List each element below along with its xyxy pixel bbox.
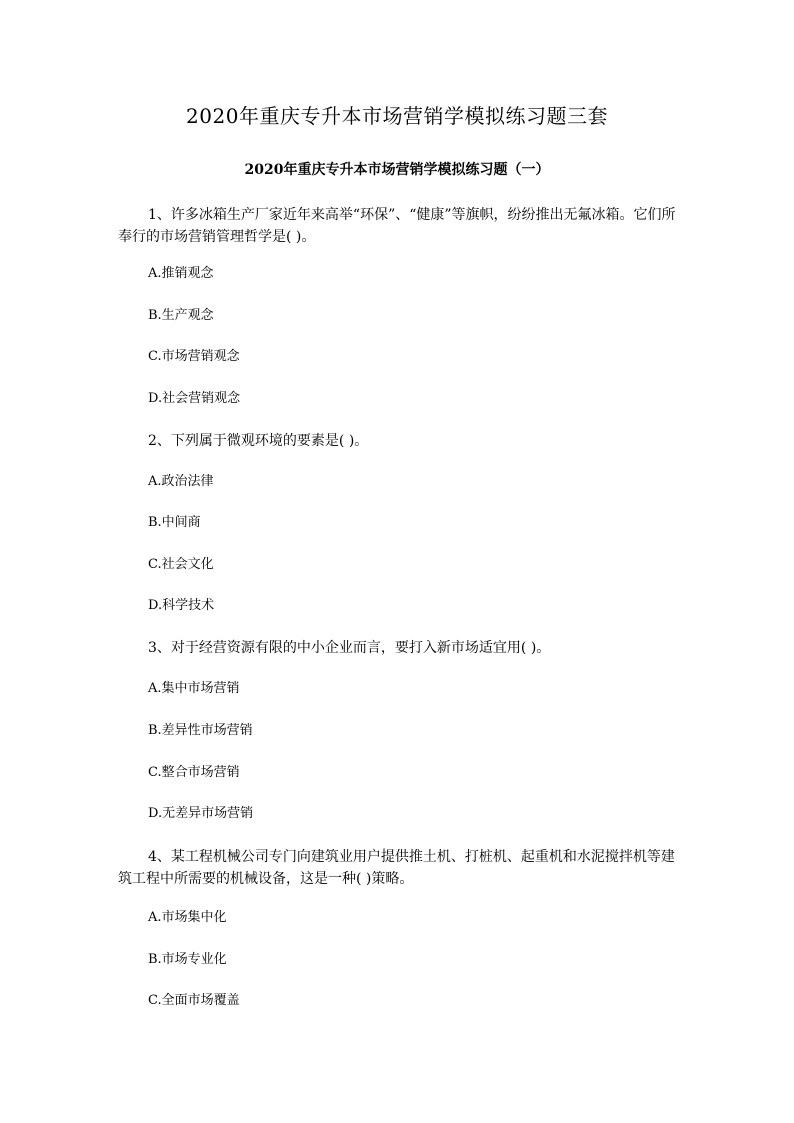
question-1-option-b: B.生产观念 bbox=[148, 308, 214, 323]
question-4-option-a: A.市场集中化 bbox=[148, 910, 227, 925]
section-subtitle: 2020年重庆专升本市场营销学模拟练习题（一） bbox=[244, 162, 550, 178]
question-3: 3、对于经营资源有限的中小企业而言，要打入新市场适宜用( )。 bbox=[148, 640, 551, 656]
question-1-option-a: A.推销观念 bbox=[148, 266, 214, 281]
question-2-option-a: A.政治法律 bbox=[148, 474, 214, 489]
question-2-option-b: B.中间商 bbox=[148, 515, 201, 530]
question-1-option-c: C.市场营销观念 bbox=[148, 349, 240, 364]
question-3-option-d: D.无差异市场营销 bbox=[148, 806, 254, 821]
question-3-option-b: B.差异性市场营销 bbox=[148, 723, 253, 738]
question-2: 2、下列属于微观环境的要素是( )。 bbox=[148, 433, 369, 449]
question-3-option-a: A.集中市场营销 bbox=[148, 681, 240, 696]
question-2-option-c: C.社会文化 bbox=[148, 557, 214, 572]
question-4: 4、某工程机械公司专门向建筑业用户提供推土机、打桩机、起重机和水泥搅拌机等建筑工程中所需要的机械设备，这是一种( )策略。 bbox=[118, 849, 675, 887]
question-4-option-b: B.市场专业化 bbox=[148, 952, 227, 967]
document-title: 2020年重庆专升本市场营销学模拟练习题三套 bbox=[186, 104, 608, 128]
question-2-option-d: D.科学技术 bbox=[148, 598, 215, 613]
question-3-option-c: C.整合市场营销 bbox=[148, 765, 240, 780]
question-1-option-d: D.社会营销观念 bbox=[148, 391, 241, 406]
question-4-option-c: C.全面市场覆盖 bbox=[148, 993, 240, 1008]
question-1: 1、许多冰箱生产厂家近年来高举“环保”、“健康”等旗帜，纷纷推出无氟冰箱。它们所奉行的市场营销管理哲学是( )。 bbox=[118, 207, 676, 245]
